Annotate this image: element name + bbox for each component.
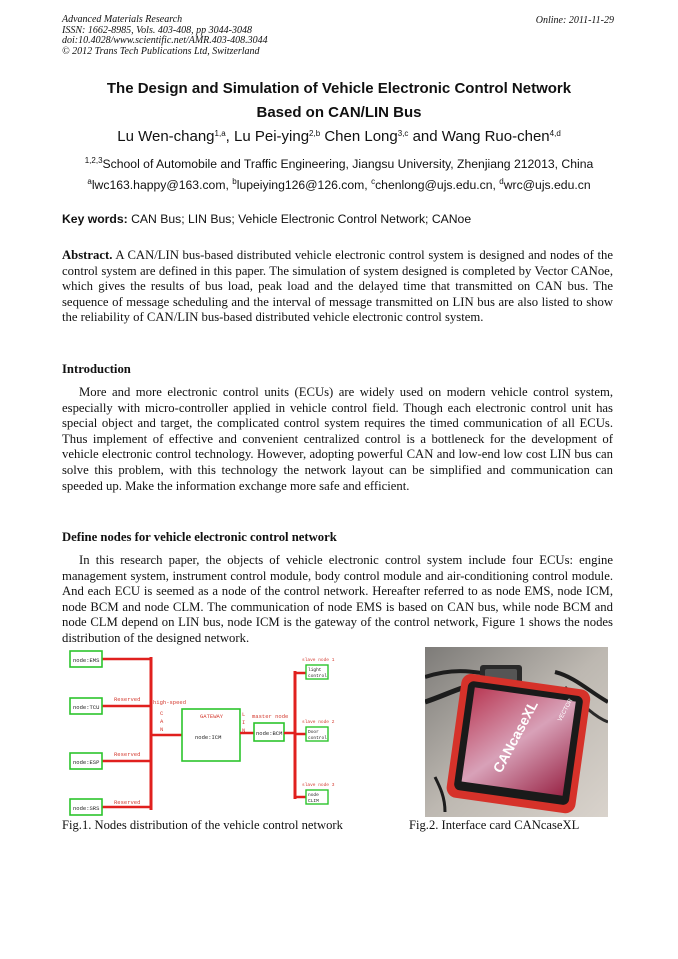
paper-title-line-2: Based on CAN/LIN Bus	[256, 104, 422, 121]
email: $^a$lwc163.happy@163.com,	[87, 177, 233, 192]
paper-title-line-1: The Design and Simulation of Vehicle Electronic Control Network	[106, 80, 572, 97]
journal-name: Advanced Materials Research	[62, 14, 183, 25]
author: Wang Ruo-chen$^{4,d}$	[441, 128, 561, 145]
node-srs-label: node:SRS	[73, 805, 100, 812]
node-tcu-label: node:TCU	[73, 704, 100, 711]
journal-header	[62, 15, 268, 57]
figure-1-caption: Fig.1. Nodes distribution of the vehicle control network	[62, 818, 343, 832]
slave-node-text: control	[308, 736, 327, 741]
master-node-label: master node	[252, 713, 289, 720]
can-letter: A	[160, 718, 164, 725]
device-label: CANcaseXL	[489, 697, 541, 776]
author-list	[0, 128, 678, 145]
email: $^c$chenlong@ujs.edu.cn,	[371, 177, 500, 192]
email-list	[0, 178, 678, 192]
master-node-name: node:BCM	[256, 730, 283, 737]
can-letter: C	[160, 710, 164, 717]
abstract	[62, 248, 617, 326]
reserved-label: Reserved	[114, 696, 141, 703]
high-speed-label: high-speed	[153, 699, 187, 706]
slave-node-text: Door	[308, 730, 319, 735]
lin-letter: I	[242, 719, 246, 726]
gateway-node-label: node:ICM	[195, 734, 222, 741]
lin-letter: L	[242, 711, 246, 718]
slave-node-label: slave node 3	[302, 783, 335, 788]
slave-node-text: control	[308, 674, 327, 679]
figure-1-diagram	[62, 647, 362, 817]
reserved-label: Reserved	[114, 751, 141, 758]
can-letter: N	[160, 726, 164, 733]
keywords-label: Key words:	[62, 212, 128, 226]
issn-line: ISSN: 1662-8985, Vols. 403-408, pp 3044-3048	[62, 24, 252, 36]
slave-node-label: slave node 2	[302, 720, 335, 725]
define-nodes-paragraph: In this research paper, the objects of vehicle electronic control system include four ECUs: engine management system, instrument control module, body control module and air-conditioning control module. And each ECU is seemed as a node of the control network. Hereafter referred to as node EMS, node ICM, node BCM and node CLM. The communication of node EMS is based on CAN bus, while node BCM and node CLM depend on LIN bus, node ICM is the gateway of the control network, Figure 1 shows the nodes distribution of the designed network.	[62, 553, 613, 645]
slave-node-label: slave node 1	[302, 658, 335, 663]
author: Lu Wen-chang$^{1,a}$,	[117, 128, 234, 145]
email: $^d$wrc@ujs.edu.cn	[499, 177, 591, 192]
section-heading-introduction: Introduction	[62, 362, 131, 376]
slave-node-text: CLIM	[308, 799, 319, 804]
slave-node-text: node	[308, 793, 319, 798]
abstract-text: A CAN/LIN bus-based distributed vehicle electronic control system is designed and nodes of the control system are defined in this paper. The simulation of system designed is completed by Vector CANoe, which gives the results of bus load, peak load and the delayed time that transmitted on CAN bus. The sequence of message scheduling and the interval of message transmitted on LIN bus are also listed to show the reliability of CAN/LIN bus-based distributed vehicle electronic control system.	[62, 248, 617, 325]
node-ems-label: node:EMS	[73, 657, 100, 664]
author: Lu Pei-ying$^{2,b}$	[234, 128, 321, 145]
gateway-title: GATEWAY	[200, 713, 224, 720]
copyright-line: © 2012 Trans Tech Publications Ltd, Switzerland	[62, 45, 260, 57]
reserved-label: Reserved	[114, 799, 141, 806]
node-esp-label: node:ESP	[73, 759, 100, 766]
section-heading-define-nodes: Define nodes for vehicle electronic control network	[62, 530, 337, 544]
keywords-text: CAN Bus; LIN Bus; Vehicle Electronic Control Network; CANoe	[127, 212, 472, 226]
author: Chen Long$^{3,c}$ and	[324, 128, 442, 145]
introduction-paragraph: More and more electronic control units (ECUs) are widely used on modern vehicle control system, especially with micro-controller applied in vehicle control field. Though each electronic control unit has special object and target, the complicated control system requires the timed communication of all ECUs. Thus implement of effective and convenient centralized control is a bottleneck for the development of vehicle electronic control technology. However, adopting powerful CAN and low-end low cost LIN bus can solve this problem, with this technology the network layout can be simplified and communication can speeded up. Make the information exchange more safe and efficient.	[62, 385, 613, 493]
affiliation: $^{1,2,3}$School of Automobile and Traffic Engineering, Jiangsu University, Zhenjiang 212013, China	[84, 156, 594, 171]
figure-2-caption: Fig.2. Interface card CANcaseXL	[409, 818, 580, 832]
keywords	[62, 212, 471, 226]
lin-letter: N	[242, 727, 246, 734]
device-brand: VECTOR	[557, 697, 575, 723]
abstract-label: Abstract.	[62, 248, 113, 262]
email: $^b$lupeiying126@126.com,	[232, 177, 372, 192]
slave-node-text: light	[308, 668, 322, 673]
figure-2-photo	[425, 647, 608, 817]
online-date: Online: 2011-11-29	[535, 15, 614, 26]
doi-line: doi:10.4028/www.scientific.net/AMR.403-408.3044	[62, 35, 268, 46]
